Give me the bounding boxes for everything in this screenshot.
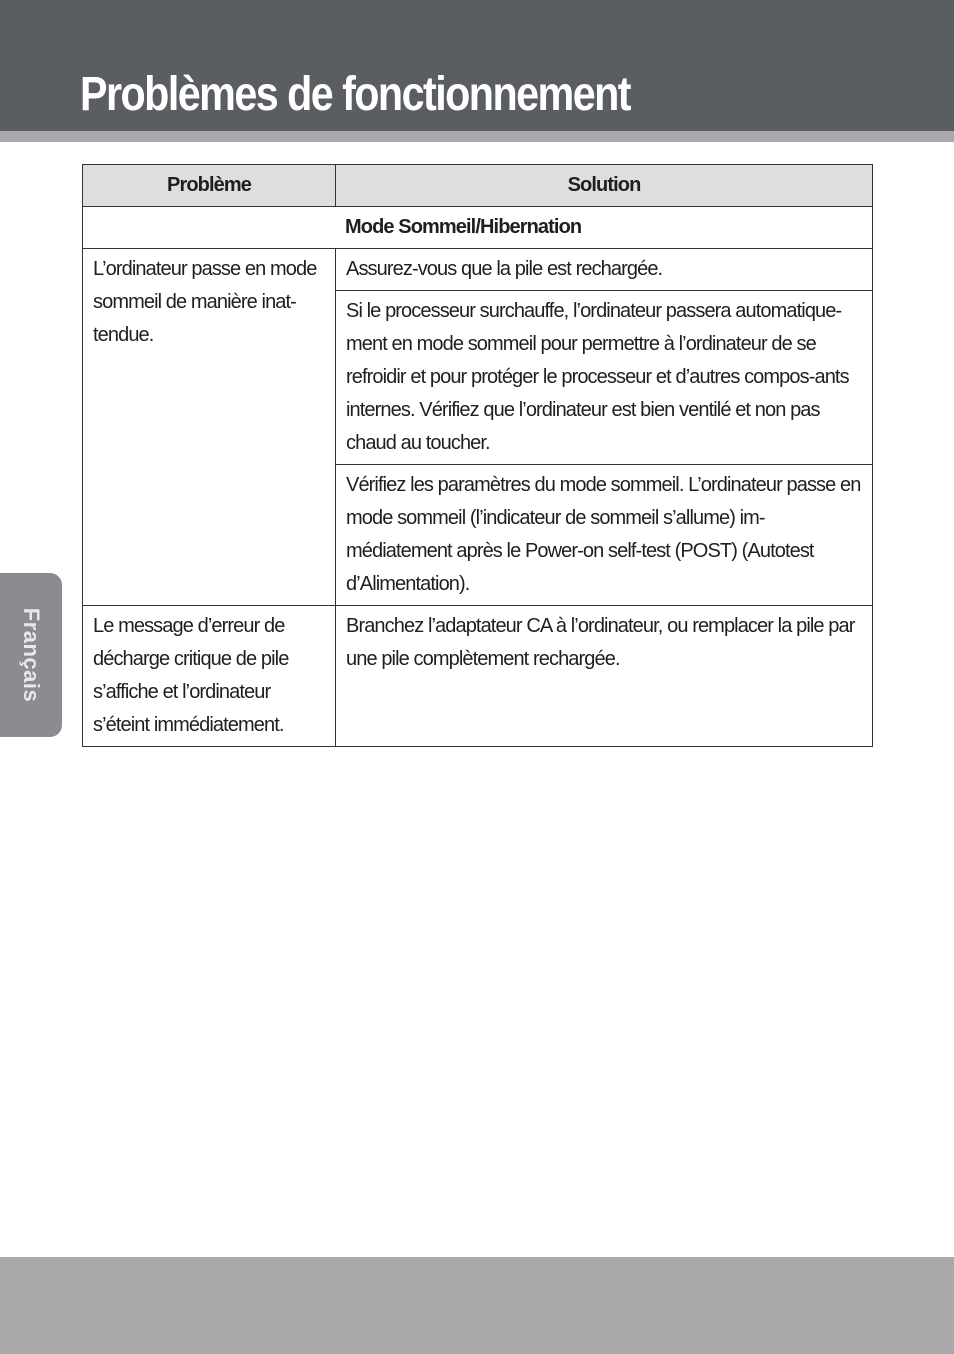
problem-cell: L’ordinateur passe en mode sommeil de manière inat-tendue.	[83, 249, 336, 606]
table-row	[83, 606, 873, 747]
column-header-problem: Problème	[83, 165, 336, 207]
troubleshooting-table	[82, 164, 873, 747]
footer-band	[0, 1257, 954, 1354]
language-tab-label: Français	[19, 607, 44, 703]
solution-cell: Assurez-vous que la pile est rechargée.	[336, 249, 873, 291]
page-title: Problèmes de fonctionnement	[80, 68, 630, 121]
column-header-solution: Solution	[336, 165, 873, 207]
solution-cell: Si le processeur surchauffe, l’ordinateur passera automatique-ment en mode sommeil pour permettre à l’ordinateur de se refroidir et pour protéger le processeur et d’autres compos-ants internes. Vérifiez que l’ordinateur est bien ventilé et non pas chaud au toucher.	[336, 291, 873, 465]
section-title: Mode Sommeil/Hibernation	[83, 207, 873, 249]
table-row	[83, 249, 873, 291]
header-stripe	[0, 131, 954, 142]
table-header-row	[83, 165, 873, 207]
problem-cell: Le message d’erreur de décharge critique de pile s’affiche et l’ordinateur s’éteint immédiatement.	[83, 606, 336, 747]
solution-cell: Branchez l’adaptateur CA à l’ordinateur, ou remplacer la pile par une pile complètement rechargée.	[336, 606, 873, 747]
solution-cell: Vérifiez les paramètres du mode sommeil. L’ordinateur passe en mode sommeil (l’indicateur de sommeil s’allume) im-médiatement après le Power-on self-test (POST) (Autotest d’Alimentation).	[336, 465, 873, 606]
section-row	[83, 207, 873, 249]
